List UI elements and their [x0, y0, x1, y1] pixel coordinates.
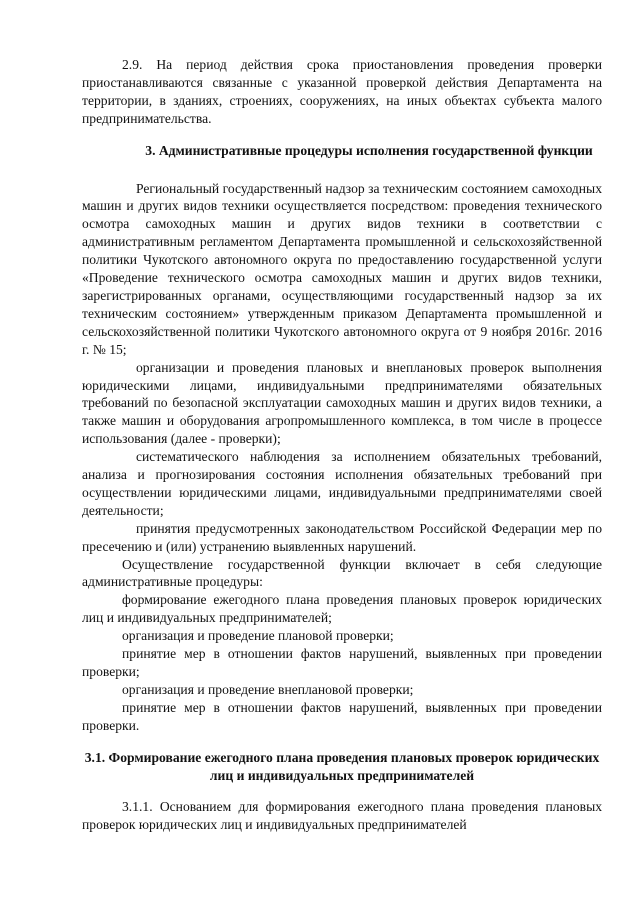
- paragraph-systematic-observation: систематического наблюдения за исполнением обязательных требований, анализа и прогнозирования состояния исполнения обязательных требований при осуществлении юридическими лицами, индивидуальными предпринимателями своей деятельности;: [82, 449, 602, 518]
- paragraph-2-9: 2.9. На период действия срока приостановления проведения проверки приостанавливаются связанные с указанной проверкой действия Департамента на территории, в зданиях, строениях, сооружениях, на иных объектах субъекта малого предпринимательства.: [82, 57, 602, 126]
- paragraph-organization-inspections: организации и проведения плановых и внеплановых проверок выполнения юридическими лицами, индивидуальными предпринимателями обязательных требований по безопасной эксплуатации самоходных машин и других видов техники, а также машин и оборудования агропромышленного комплекса, в том числе в процессе использования (далее - проверки);: [82, 359, 602, 447]
- section-3-1-heading: 3.1. Формирование ежегодного плана проведения плановых проверок юридических лиц и индивидуальных предпринимателей: [84, 749, 600, 783]
- paragraph-3-1-1: 3.1.1. Основанием для формирования ежегодного плана проведения плановых проверок юридических лиц и индивидуальных предпринимателей: [82, 799, 602, 833]
- list-item: принятие мер в отношении фактов нарушений, выявленных при проведении проверки.: [82, 699, 602, 733]
- paragraph-measures: принятия предусмотренных законодательством Российской Федерации мер по пресечению и (или) устранению выявленных нарушений.: [82, 520, 602, 554]
- list-item: формирование ежегодного плана проведения плановых проверок юридических лиц и индивидуальных предпринимателей;: [82, 592, 602, 626]
- section-3-heading: 3. Административные процедуры исполнения государственной функции: [145, 142, 593, 158]
- list-item: принятие мер в отношении фактов нарушений, выявленных при проведении проверки;: [82, 646, 602, 679]
- list-item: организация и проведение плановой проверки;: [122, 628, 394, 644]
- document-body: [82, 56, 602, 834]
- paragraph-procedures-intro: Осуществление государственной функции включает в себя следующие административные процедуры:: [82, 556, 602, 590]
- paragraph-regional-oversight: Региональный государственный надзор за техническим состоянием самоходных машин и других видов техники осуществляется посредством: проведения технического осмотра самоходных машин и других видов техники в соответствии с административным регламентом Департамента промышленной и сельскохозяйственной политики Чукотского автономного округа по предоставлению государственной услуги «Проведение технического осмотра самоходных машин и других видов техники, зарегистрированных органами, осуществляющими государственный надзор за их техническим состоянием» утвержденным приказом Департамента промышленной и сельскохозяйственной политики Чукотского автономного округа от 9 ноября 2016г. 2016 г. № 15;: [82, 180, 602, 357]
- list-item: организация и проведение внеплановой проверки;: [122, 681, 414, 697]
